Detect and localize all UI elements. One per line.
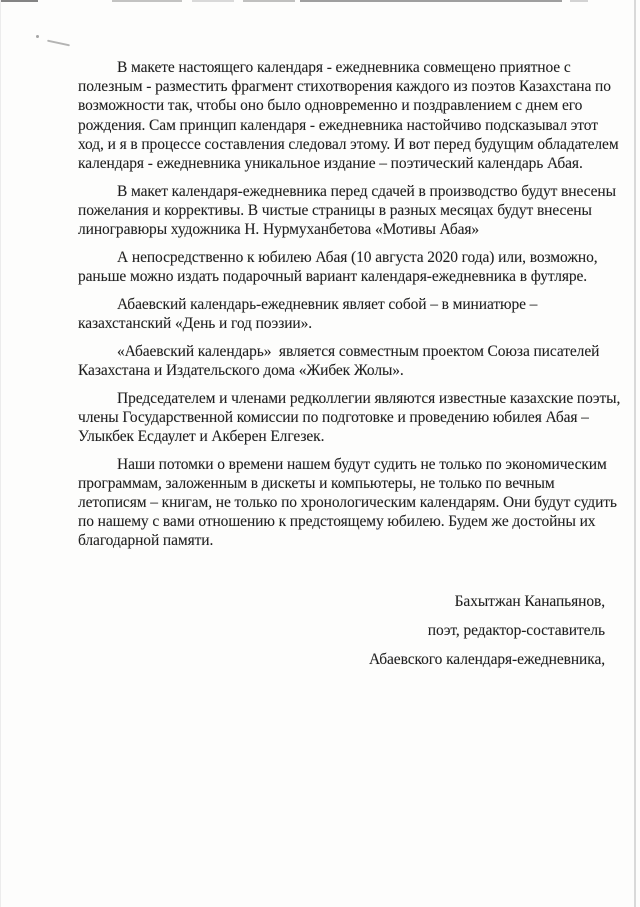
text-line: по нашему с вами отношению к предстоящему юбилею. Будем же достойны их [78,513,596,531]
text-line: Казахстана и Издательского дома «Жибек Жолы». [78,361,404,379]
scan-artifact-top-edge [243,0,295,2]
scan-artifact-ink-dot [36,35,39,38]
text-line: раньше можно издать подарочный вариант календаря-ежедневника в футляре. [78,268,588,286]
text-line: Улыкбек Есдаулет и Акберен Елгезек. [78,427,325,445]
text-line: члены Государственной комиссии по подготовке и проведению юбилея Абая – [78,408,589,426]
scan-artifact-top-edge [300,0,562,2]
paragraph [78,58,619,173]
paragraph [78,295,608,333]
paragraph [78,455,617,551]
text-line: казахстанский «День и год поэзии». [78,314,313,332]
scan-artifact-top-edge [192,0,234,2]
text-line: ход, и я в процессе составления следовал этому. И вот перед будущим обладателем [78,135,619,153]
signature-author: Бахытжан Канапьянов, [454,592,605,610]
text-line: В макете настоящего календаря - ежедневника совмещено приятное с [117,59,571,76]
text-line: Абаевский календарь-ежедневник являет собой – в миниатюре – [117,295,538,313]
text-line: возможности так, чтобы оно было одновременно и поздравлением с днем его [78,97,583,115]
text-line: календаря - ежедневника уникальное издание – поэтический календарь Абая. [78,155,583,173]
text-line: «Абаевский календарь» является совместным проектом Союза писателей [117,342,600,360]
text-line: Наши потомки о времени нашем будут судить не только по экономическим [117,455,607,473]
paragraph [78,248,608,286]
scan-artifact-top-edge [112,0,182,2]
letter-body [78,58,621,679]
signature-block [78,592,605,670]
paragraph [78,342,608,380]
text-line: программам, заложенным в дискеты и компьютеры, не только по вечным [78,474,555,492]
text-line: рождения. Сам принцип календаря - ежедневника настойчиво подсказывал этот [78,116,598,134]
text-line: Председателем и членами редколлегии являются известные казахские поэты, [117,389,621,407]
text-line: В макет календаря-ежедневника перед сдачей в производство будут внесены [117,182,616,200]
scan-artifact-ink-scratch [47,40,70,47]
scan-artifact-left-line [0,0,1,907]
text-line: полезным - разместить фрагмент стихотворения каждого из поэтов Казахстана по [78,78,611,96]
text-line: пожелания и коррективы. В чистые страницы в разных месяцах будут внесены [78,201,592,219]
paragraph [78,389,621,447]
signature-publication: Абаевского календаря-ежедневника, [368,651,605,669]
scan-artifact-top-edge [570,0,588,2]
text-line: благодарной памяти. [78,532,214,550]
text-line: летописям – книгам, не только по хронологическим календарям. Они будут судить [78,494,617,512]
scan-artifact-top-edge [0,0,38,2]
scan-artifact-right-line [634,0,636,907]
text-line: А непосредственно к юбилею Абая (10 августа 2020 года) или, возможно, [117,248,598,266]
paragraph [78,182,616,240]
signature-role: поэт, редактор-составитель [427,621,605,639]
text-line: линогравюры художника Н. Нурмуханбетова «Мотивы Абая» [78,221,480,239]
